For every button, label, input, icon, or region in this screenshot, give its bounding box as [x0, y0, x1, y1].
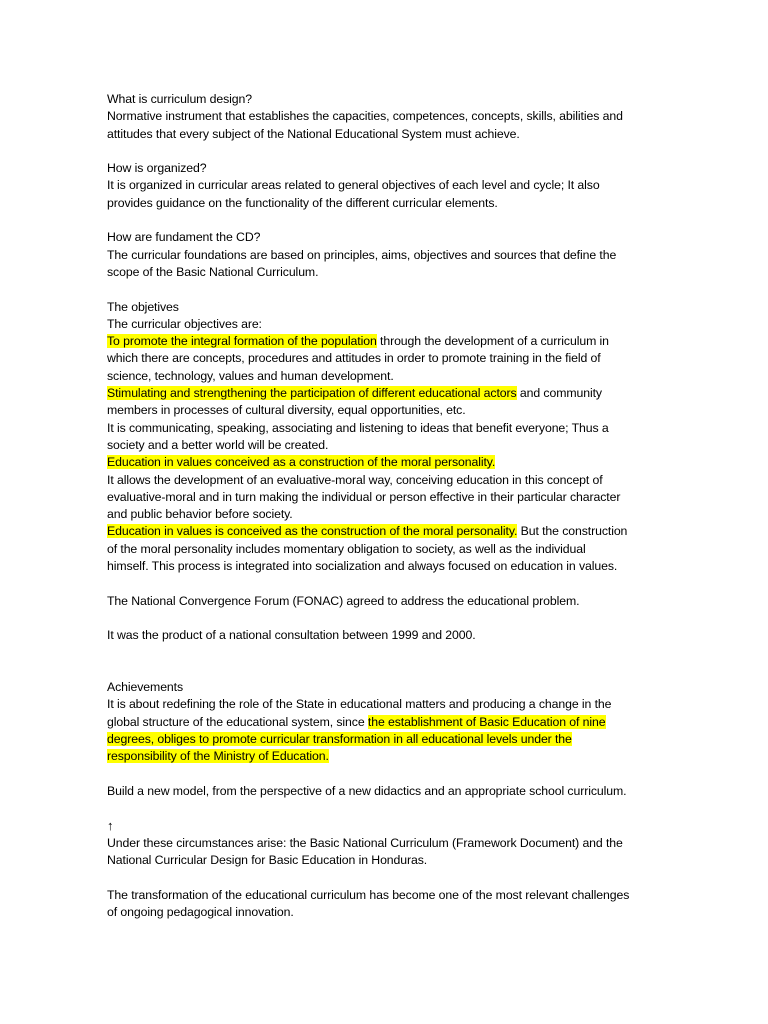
- objective-line: evaluative-moral and in turn making the individual or person effective in their particular character: [107, 489, 621, 504]
- objective-line: [107, 523, 668, 540]
- objective-line: and public behavior before society.: [107, 507, 293, 522]
- objective-line: which there are concepts, procedures and attitudes in order to promote training in the field of: [107, 351, 601, 366]
- highlighted-text: To promote the integral formation of the population: [107, 334, 377, 349]
- achievement-line: [107, 714, 668, 731]
- highlighted-text: responsibility of the Ministry of Education.: [107, 749, 329, 764]
- achievement-line: [107, 731, 668, 748]
- up-arrow-icon: ↑: [107, 818, 114, 834]
- answer-line: provides guidance on the functionality of the different curricular elements.: [107, 195, 498, 210]
- paragraph-gap: [107, 212, 668, 229]
- objective-line: [107, 454, 668, 471]
- answer-line: The curricular foundations are based on principles, aims, objectives and sources that define the: [107, 247, 617, 262]
- objective-text: through the development of a curriculum in: [376, 334, 609, 349]
- objective-line: society and a better world will be created.: [107, 437, 329, 452]
- objective-line: himself. This process is integrated into socialization and always focused on education in values.: [107, 559, 618, 574]
- consultation-statement: It was the product of a national consultation between 1999 and 2000.: [107, 628, 476, 643]
- paragraph-gap: [107, 869, 668, 886]
- paragraph-gap: [107, 645, 668, 680]
- answer-line: It is organized in curricular areas related to general objectives of each level and cycle; It also: [107, 178, 600, 193]
- achievement-text: global structure of the educational system, since: [107, 714, 368, 729]
- objective-line: of the moral personality includes momentary obligation to society, as well as the individual: [107, 541, 586, 556]
- objective-line: [107, 385, 668, 402]
- circumstances-line: Under these circumstances arise: the Basic National Curriculum (Framework Document) and the: [107, 835, 623, 850]
- objective-line: members in processes of cultural diversity, equal opportunities, etc.: [107, 403, 466, 418]
- answer-line: scope of the Basic National Curriculum.: [107, 264, 319, 279]
- circumstances-line: National Curricular Design for Basic Education in Honduras.: [107, 853, 428, 868]
- highlighted-text: degrees, obliges to promote curricular transformation in all educational levels under the: [107, 731, 572, 746]
- paragraph-gap: [107, 281, 668, 298]
- achievement-line: It is about redefining the role of the State in educational matters and producing a change in the: [107, 697, 612, 712]
- paragraph-gap: [107, 575, 668, 592]
- transformation-line: of ongoing pedagogical innovation.: [107, 904, 294, 919]
- question-foundations: How are fundament the CD?: [107, 230, 261, 245]
- objectives-heading: The objetives: [107, 299, 179, 314]
- highlighted-text: the establishment of Basic Education of nine: [367, 714, 606, 729]
- highlighted-text: Stimulating and strengthening the participation of different educational actors: [107, 386, 517, 401]
- paragraph-gap: [107, 766, 668, 783]
- objective-line: science, technology, values and human development.: [107, 368, 394, 383]
- paragraph-gap: [107, 143, 668, 160]
- objective-text: and community: [516, 386, 602, 401]
- answer-line: Normative instrument that establishes the capacities, competences, concepts, skills, abilities and: [107, 109, 623, 124]
- fonac-statement: The National Convergence Forum (FONAC) agreed to address the educational problem.: [107, 593, 580, 608]
- objective-line: It is communicating, speaking, associating and listening to ideas that benefit everyone; Thus a: [107, 420, 609, 435]
- question-organization: How is organized?: [107, 161, 207, 176]
- objectives-intro: The curricular objectives are:: [107, 316, 262, 331]
- objective-line: It allows the development of an evaluative-moral way, conceiving education in this concept of: [107, 472, 603, 487]
- objective-text: But the construction: [517, 524, 628, 539]
- question-curriculum-design: What is curriculum design?: [107, 92, 253, 106]
- answer-line: attitudes that every subject of the National Educational System must achieve.: [107, 126, 520, 141]
- paragraph-gap: [107, 800, 668, 817]
- highlighted-text: Education in values conceived as a construction of the moral personality.: [107, 455, 496, 470]
- highlighted-text: Education in values is conceived as the construction of the moral personality.: [107, 524, 518, 539]
- transformation-line: The transformation of the educational curriculum has become one of the most relevant challenges: [107, 887, 630, 902]
- achievement-line: [107, 748, 668, 765]
- achievements-heading: Achievements: [107, 680, 184, 695]
- new-model-statement: Build a new model, from the perspective of a new didactics and an appropriate school curriculum.: [107, 783, 627, 798]
- objective-line: [107, 333, 668, 350]
- paragraph-gap: [107, 610, 668, 627]
